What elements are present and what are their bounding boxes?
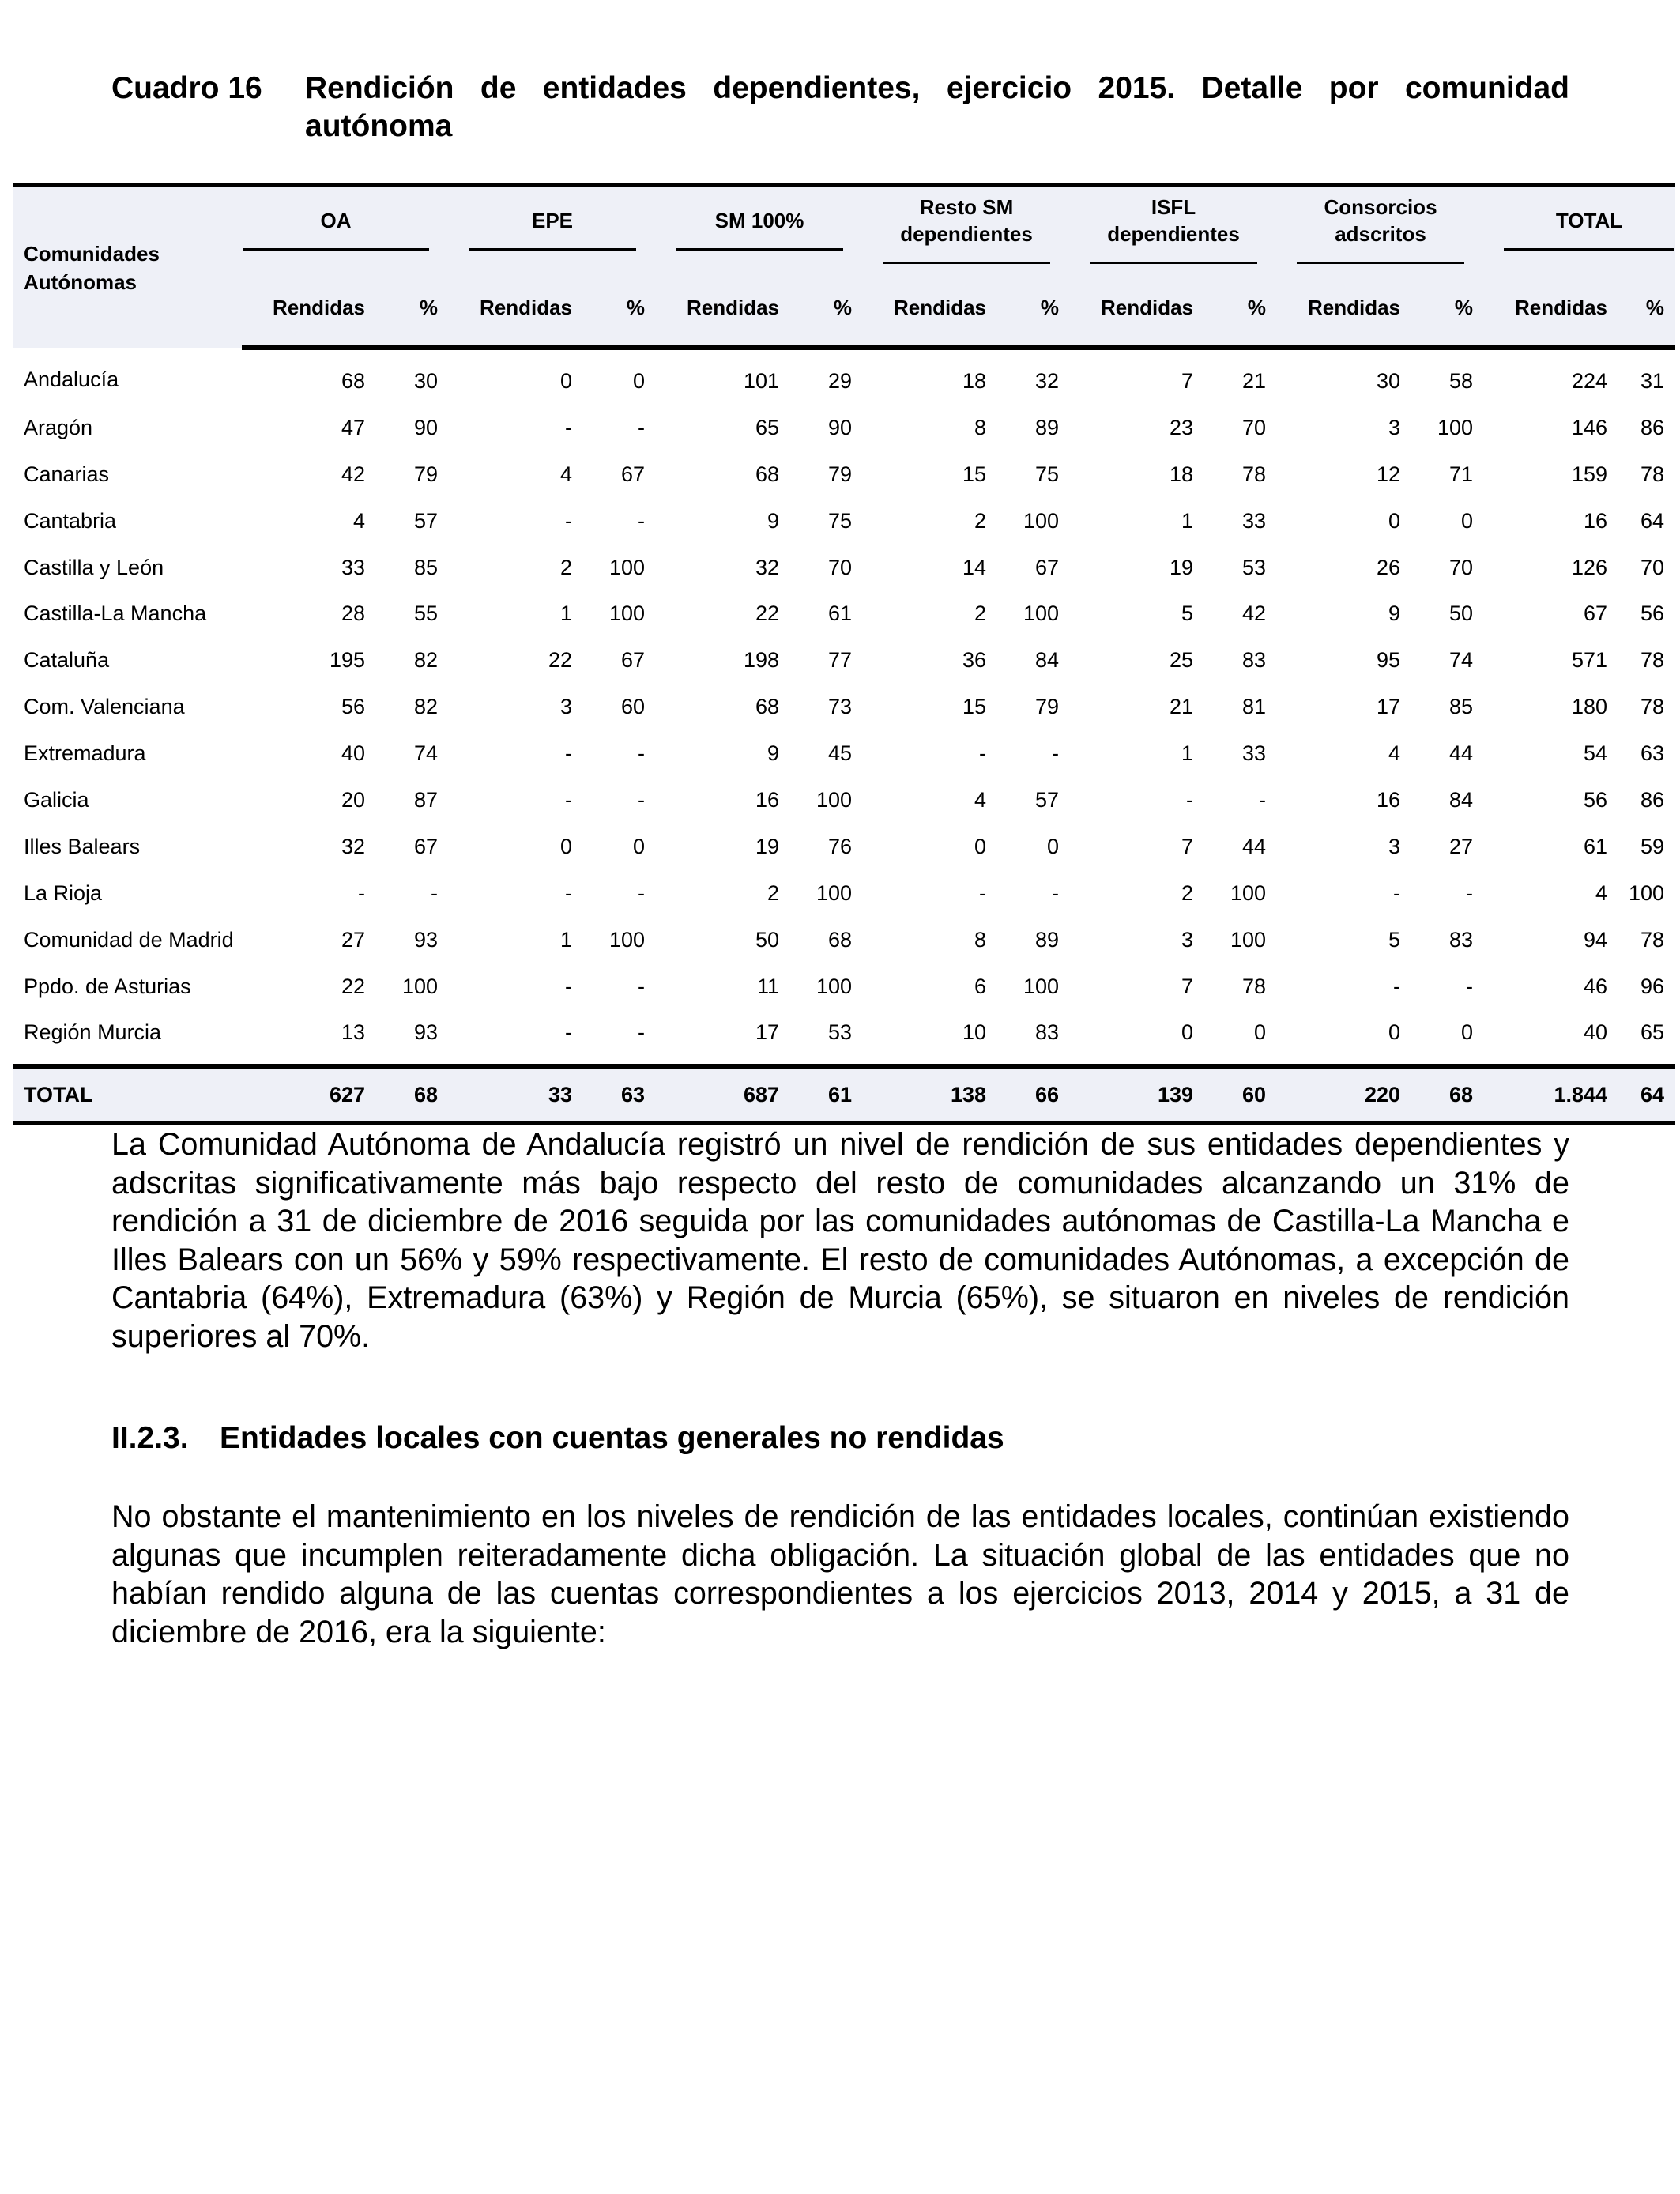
region-cell: Comunidad de Madrid xyxy=(24,927,234,952)
rendidas-cell: 33 xyxy=(341,555,365,579)
pct-cell: 78 xyxy=(1640,695,1665,719)
rendidas-cell: 8 xyxy=(974,415,987,439)
total-rendidas-cell: 220 xyxy=(1277,1066,1411,1123)
subheader-pct: % xyxy=(1618,270,1675,348)
table-row xyxy=(13,405,1675,451)
rendidas-cell: 7 xyxy=(1181,368,1194,393)
subheader-rendidas: Rendidas xyxy=(449,270,583,348)
rendidas-cell: 4 xyxy=(1388,741,1401,766)
rendidas-cell: 56 xyxy=(341,695,365,719)
rendidas-cell: 68 xyxy=(755,695,779,719)
total-pct-cell: 66 xyxy=(997,1066,1070,1123)
table-row xyxy=(13,637,1675,684)
pct-cell: 0 xyxy=(1460,1020,1474,1045)
pct-cell: 79 xyxy=(413,462,438,486)
pct-cell: 89 xyxy=(1034,927,1060,952)
pct-cell: - xyxy=(638,741,645,766)
pct-cell: 100 xyxy=(816,787,853,812)
table-row xyxy=(13,451,1675,498)
caption-number: Cuadro 16 xyxy=(111,71,262,105)
subheader-pct: % xyxy=(997,270,1070,348)
total-row xyxy=(13,1066,1675,1123)
pct-cell: 44 xyxy=(1448,741,1474,766)
pct-cell: 64 xyxy=(1640,508,1665,533)
pct-cell: 81 xyxy=(1241,695,1267,719)
rendidas-cell: 4 xyxy=(1595,880,1608,905)
table-row xyxy=(13,545,1675,591)
table-row xyxy=(13,963,1675,1010)
pct-cell: 32 xyxy=(1034,368,1060,393)
pct-cell: 70 xyxy=(1448,555,1474,579)
pct-cell: 53 xyxy=(1241,555,1267,579)
rendidas-cell: 0 xyxy=(559,368,572,393)
pct-cell: 27 xyxy=(1448,834,1474,858)
pct-cell: 77 xyxy=(827,648,853,673)
pct-cell: 60 xyxy=(620,695,645,719)
rendidas-cell: 9 xyxy=(1388,601,1401,626)
pct-cell: 85 xyxy=(1448,695,1474,719)
rendidas-cell: 32 xyxy=(755,555,779,579)
rendidas-cell: 2 xyxy=(974,508,987,533)
rendidas-cell: 22 xyxy=(755,601,779,626)
rendidas-cell: 25 xyxy=(1169,648,1194,673)
pct-cell: 78 xyxy=(1640,462,1665,486)
region-cell: Región Murcia xyxy=(24,1020,162,1045)
rendidas-cell: 224 xyxy=(1571,368,1608,393)
pct-cell: 65 xyxy=(1640,1020,1665,1045)
rendidas-cell: 4 xyxy=(352,508,365,533)
table-row xyxy=(13,730,1675,777)
total-rendidas-cell: 139 xyxy=(1070,1066,1204,1123)
rendidas-cell: 7 xyxy=(1181,974,1194,998)
table-row xyxy=(13,917,1675,963)
pct-cell: 55 xyxy=(413,601,438,626)
total-rendidas-cell: 138 xyxy=(863,1066,997,1123)
region-cell: Com. Valenciana xyxy=(24,695,185,719)
pct-cell: 63 xyxy=(1640,741,1665,766)
pct-cell: 74 xyxy=(1448,648,1474,673)
total-pct-cell: 68 xyxy=(376,1066,449,1123)
rendidas-cell: 54 xyxy=(1583,741,1608,766)
rendidas-cell: 94 xyxy=(1583,927,1608,952)
pct-cell: 78 xyxy=(1241,462,1267,486)
table-row xyxy=(13,870,1675,917)
rendidas-cell: 16 xyxy=(755,787,779,812)
pct-cell: - xyxy=(1052,880,1060,905)
section-heading xyxy=(111,1421,1004,1456)
total-rendidas-cell: 687 xyxy=(656,1066,790,1123)
rendidas-cell: 5 xyxy=(1388,927,1401,952)
rendidas-cell: 0 xyxy=(974,834,987,858)
region-cell: Cataluña xyxy=(24,648,110,673)
pct-cell: 75 xyxy=(1034,462,1060,486)
subheader-rendidas: Rendidas xyxy=(1277,270,1411,348)
pct-cell: 86 xyxy=(1640,787,1665,812)
pct-cell: 100 xyxy=(608,601,645,626)
region-cell: Ppdo. de Asturias xyxy=(24,974,191,998)
pct-cell: 0 xyxy=(1460,508,1474,533)
pct-cell: 42 xyxy=(1241,601,1267,626)
rendidas-cell: - xyxy=(565,974,572,998)
rendidas-cell: 32 xyxy=(341,834,365,858)
pct-cell: 82 xyxy=(413,695,438,719)
rendidas-cell: 22 xyxy=(341,974,365,998)
pct-cell: 70 xyxy=(1241,415,1267,439)
rendidas-cell: 5 xyxy=(1181,601,1194,626)
rendidas-cell: 198 xyxy=(743,648,779,673)
pct-cell: 70 xyxy=(1640,555,1665,579)
total-pct-cell: 63 xyxy=(583,1066,656,1123)
subheader-rendidas: Rendidas xyxy=(242,270,376,348)
pct-cell: 100 xyxy=(608,555,645,579)
rendidas-cell: - xyxy=(565,508,572,533)
rendidas-cell: - xyxy=(565,880,572,905)
pct-cell: 74 xyxy=(413,741,438,766)
pct-cell: - xyxy=(638,1020,645,1045)
rendidas-cell: 56 xyxy=(1583,787,1608,812)
rendidas-cell: - xyxy=(358,880,365,905)
pct-cell: 44 xyxy=(1241,834,1267,858)
total-pct-cell: 61 xyxy=(790,1066,863,1123)
pct-cell: 0 xyxy=(1253,1020,1267,1045)
rendidas-cell: 1 xyxy=(1181,741,1194,766)
pct-cell: 21 xyxy=(1241,368,1267,393)
pct-cell: - xyxy=(1466,974,1474,998)
group-header: SM 100% xyxy=(656,185,863,270)
subheader-rendidas: Rendidas xyxy=(1484,270,1618,348)
pct-cell: 100 xyxy=(1628,880,1665,905)
rendidas-cell: 26 xyxy=(1376,555,1401,579)
pct-cell: - xyxy=(638,415,645,439)
rendidas-cell: 13 xyxy=(341,1020,365,1045)
rendidas-cell: 19 xyxy=(755,834,779,858)
group-header: Consorcios adscritos xyxy=(1277,185,1484,270)
table-footer-total xyxy=(13,1066,1675,1123)
pct-cell: 57 xyxy=(413,508,438,533)
rendidas-cell: - xyxy=(1393,880,1401,905)
rendidas-cell: 36 xyxy=(962,648,987,673)
rendidas-cell: 159 xyxy=(1571,462,1608,486)
table-row xyxy=(13,684,1675,730)
pct-cell: 93 xyxy=(413,927,438,952)
rendidas-cell: 2 xyxy=(559,555,572,579)
rendidas-cell: 6 xyxy=(974,974,987,998)
pct-cell: 84 xyxy=(1034,648,1060,673)
rendidas-cell: 195 xyxy=(329,648,365,673)
rendidas-cell: 12 xyxy=(1376,462,1401,486)
group-header: TOTAL xyxy=(1484,185,1675,270)
pct-cell: 86 xyxy=(1640,415,1665,439)
subheader-rendidas: Rendidas xyxy=(1070,270,1204,348)
rendidas-cell: 23 xyxy=(1169,415,1194,439)
rendidas-cell: 15 xyxy=(962,462,987,486)
pct-cell: - xyxy=(638,880,645,905)
table-row xyxy=(13,348,1675,405)
rendidas-cell: 21 xyxy=(1169,695,1194,719)
subheader-rendidas: Rendidas xyxy=(863,270,997,348)
total-pct-cell: 64 xyxy=(1618,1066,1675,1123)
pct-cell: 83 xyxy=(1448,927,1474,952)
paragraph-entidades-locales: No obstante el mantenimiento en los niveles de rendición de las entidades locales, continúan existiendo algunas que incumplen reiteradamente dicha obligación. La situación global de las entidades que no habían rendido alguna de las cuentas correspondientes a los ejercicios 2013, 2014 y 2015, a 31 de diciembre de 2016, era la siguiente: xyxy=(111,1499,1569,1649)
table-body xyxy=(13,348,1675,1066)
pct-cell: 100 xyxy=(1023,974,1060,998)
region-cell: Aragón xyxy=(24,415,93,439)
pct-cell: 76 xyxy=(827,834,853,858)
rendidas-cell: 40 xyxy=(1583,1020,1608,1045)
rendidas-cell: 50 xyxy=(755,927,779,952)
rendidas-cell: 68 xyxy=(755,462,779,486)
table-row xyxy=(13,824,1675,870)
pct-cell: 100 xyxy=(608,927,645,952)
rendidas-cell: - xyxy=(565,415,572,439)
pct-cell: 100 xyxy=(816,880,853,905)
pct-cell: 100 xyxy=(1230,880,1267,905)
pct-cell: 61 xyxy=(827,601,853,626)
region-cell: Cantabria xyxy=(24,508,117,533)
pct-cell: 90 xyxy=(827,415,853,439)
table-row xyxy=(13,590,1675,637)
group-header: OA xyxy=(242,185,449,270)
paragraph-andalucia: La Comunidad Autónoma de Andalucía registró un nivel de rendición de sus entidades dependientes y adscritas significativamente más bajo respecto del resto de comunidades alcanzando un 31% de rendición a 31 de diciembre de 2016 seguida por las comunidades autónomas de Castilla-La Mancha e Illes Balears con un 56% y 59% respectivamente. El resto de comunidades Autónomas, a excepción de Cantabria (64%), Extremadura (63%) y Región de Murcia (65%), se situaron en niveles de rendición superiores al 70%. xyxy=(111,1127,1569,1354)
subheader-pct: % xyxy=(790,270,863,348)
pct-cell: 29 xyxy=(827,368,853,393)
pct-cell: 90 xyxy=(413,415,438,439)
total-rendidas-cell: 33 xyxy=(449,1066,583,1123)
rendidas-cell: 4 xyxy=(974,787,987,812)
pct-cell: 68 xyxy=(827,927,853,952)
table-row xyxy=(13,777,1675,824)
pct-cell: 78 xyxy=(1640,648,1665,673)
pct-cell: 67 xyxy=(620,462,645,486)
rendidas-cell: 0 xyxy=(1181,1020,1194,1045)
rendidas-cell: - xyxy=(565,741,572,766)
rendidas-cell: 11 xyxy=(756,974,779,998)
pct-cell: 89 xyxy=(1034,415,1060,439)
rendidas-cell: 146 xyxy=(1571,415,1608,439)
pct-cell: 79 xyxy=(827,462,853,486)
pct-cell: 78 xyxy=(1241,974,1267,998)
pct-cell: 58 xyxy=(1448,368,1474,393)
region-cell: Canarias xyxy=(24,462,110,486)
rendidas-cell: 0 xyxy=(559,834,572,858)
region-cell: Castilla y León xyxy=(24,555,164,579)
rendidas-cell: 27 xyxy=(341,927,365,952)
pct-cell: 59 xyxy=(1640,834,1665,858)
pct-cell: 79 xyxy=(1034,695,1060,719)
pct-cell: 0 xyxy=(1046,834,1060,858)
pct-cell: 30 xyxy=(413,368,438,393)
rendidas-cell: 10 xyxy=(962,1020,987,1045)
pct-cell: 45 xyxy=(827,741,853,766)
pct-cell: 100 xyxy=(816,974,853,998)
rendidas-cell: 19 xyxy=(1169,555,1194,579)
region-cell: Extremadura xyxy=(24,741,146,766)
rendidas-cell: - xyxy=(979,741,987,766)
rendidas-cell: 8 xyxy=(974,927,987,952)
region-cell: Galicia xyxy=(24,787,89,812)
rendidas-cell: 16 xyxy=(1376,787,1401,812)
pct-cell: 73 xyxy=(827,695,853,719)
pct-cell: - xyxy=(638,508,645,533)
pct-cell: 87 xyxy=(413,787,438,812)
pct-cell: 71 xyxy=(1448,462,1474,486)
subheader-pct: % xyxy=(583,270,656,348)
total-pct-cell: 68 xyxy=(1411,1066,1484,1123)
group-header: EPE xyxy=(449,185,656,270)
rendidas-cell: - xyxy=(565,787,572,812)
region-cell: Illes Balears xyxy=(24,834,141,858)
rendidas-cell: - xyxy=(1186,787,1194,812)
pct-cell: 82 xyxy=(413,648,438,673)
pct-cell: - xyxy=(1259,787,1267,812)
pct-cell: 100 xyxy=(1230,927,1267,952)
pct-cell: 67 xyxy=(1034,555,1060,579)
rendidas-cell: 180 xyxy=(1571,695,1608,719)
region-cell: Castilla-La Mancha xyxy=(24,601,207,626)
section-code: II.2.3. xyxy=(111,1421,189,1455)
rendidas-cell: 20 xyxy=(341,787,365,812)
rendidas-cell: 7 xyxy=(1181,834,1194,858)
rendidas-cell: 22 xyxy=(548,648,572,673)
rendidas-cell: 126 xyxy=(1571,555,1608,579)
rendidas-cell: 65 xyxy=(755,415,779,439)
pct-cell: 100 xyxy=(401,974,438,998)
pct-cell: 31 xyxy=(1640,368,1665,393)
total-rendidas-cell: 1.844 xyxy=(1484,1066,1618,1123)
rendidas-cell: 46 xyxy=(1583,974,1608,998)
rendidas-cell: 1 xyxy=(1181,508,1194,533)
rendidas-cell: 67 xyxy=(1583,601,1608,626)
rendidas-cell: 18 xyxy=(962,368,987,393)
rendidas-cell: 2 xyxy=(974,601,987,626)
rendidas-cell: 14 xyxy=(962,555,987,579)
rendidas-cell: 4 xyxy=(559,462,572,486)
pct-cell: 100 xyxy=(1023,508,1060,533)
rendidas-cell: 2 xyxy=(767,880,779,905)
rendidas-cell: 47 xyxy=(341,415,365,439)
section-title: Entidades locales con cuentas generales no rendidas xyxy=(220,1421,1004,1455)
pct-cell: 70 xyxy=(827,555,853,579)
table-header xyxy=(13,185,1675,348)
pct-cell: - xyxy=(1466,880,1474,905)
pct-cell: 96 xyxy=(1640,974,1665,998)
rendition-table xyxy=(13,183,1675,1125)
rendidas-cell: 61 xyxy=(1583,834,1608,858)
rendidas-cell: 16 xyxy=(1583,508,1608,533)
rendidas-cell: 9 xyxy=(767,508,779,533)
rendidas-cell: 0 xyxy=(1388,508,1401,533)
pct-cell: 53 xyxy=(827,1020,853,1045)
rendidas-cell: 571 xyxy=(1571,648,1608,673)
rendidas-cell: - xyxy=(565,1020,572,1045)
pct-cell: 50 xyxy=(1448,601,1474,626)
region-header: Comunidades Autónomas xyxy=(13,185,242,348)
rendidas-cell: 2 xyxy=(1181,880,1194,905)
caption-title: Rendición de entidades dependientes, ejercicio 2015. Detalle por comunidad autónoma xyxy=(305,71,1569,143)
total-pct-cell: 60 xyxy=(1204,1066,1277,1123)
rendidas-cell: 3 xyxy=(1181,927,1194,952)
rendidas-cell: 40 xyxy=(341,741,365,766)
pct-cell: 100 xyxy=(1437,415,1474,439)
rendidas-cell: - xyxy=(1393,974,1401,998)
pct-cell: - xyxy=(638,974,645,998)
pct-cell: 83 xyxy=(1241,648,1267,673)
total-label: TOTAL xyxy=(13,1066,242,1123)
pct-cell: 83 xyxy=(1034,1020,1060,1045)
rendidas-cell: 17 xyxy=(755,1020,779,1045)
pct-cell: 67 xyxy=(413,834,438,858)
group-header: ISFL dependientes xyxy=(1070,185,1277,270)
pct-cell: 0 xyxy=(632,834,645,858)
pct-cell: 78 xyxy=(1640,927,1665,952)
table-row xyxy=(13,498,1675,545)
subheader-pct: % xyxy=(1411,270,1484,348)
rendidas-cell: - xyxy=(979,880,987,905)
pct-cell: 100 xyxy=(1023,601,1060,626)
pct-cell: 93 xyxy=(413,1020,438,1045)
subheader-pct: % xyxy=(376,270,449,348)
rendidas-cell: 3 xyxy=(1388,834,1401,858)
rendidas-cell: 1 xyxy=(559,601,572,626)
pct-cell: 56 xyxy=(1640,601,1665,626)
rendidas-cell: 17 xyxy=(1376,695,1401,719)
pct-cell: 84 xyxy=(1448,787,1474,812)
pct-cell: 75 xyxy=(827,508,853,533)
pct-cell: 33 xyxy=(1241,741,1267,766)
pct-cell: 57 xyxy=(1034,787,1060,812)
rendidas-cell: 95 xyxy=(1376,648,1401,673)
rendidas-cell: 42 xyxy=(341,462,365,486)
region-cell: Andalucía xyxy=(24,368,119,392)
rendidas-cell: 30 xyxy=(1376,368,1401,393)
rendidas-cell: 101 xyxy=(743,368,779,393)
pct-cell: - xyxy=(431,880,438,905)
rendidas-cell: 15 xyxy=(962,695,987,719)
subheader-pct: % xyxy=(1204,270,1277,348)
total-rendidas-cell: 627 xyxy=(242,1066,376,1123)
rendidas-cell: 68 xyxy=(341,368,365,393)
pct-cell: 67 xyxy=(620,648,645,673)
group-header: Resto SM dependientes xyxy=(863,185,1070,270)
subheader-rendidas: Rendidas xyxy=(656,270,790,348)
rendidas-cell: 28 xyxy=(341,601,365,626)
rendidas-cell: 18 xyxy=(1169,462,1194,486)
table-row xyxy=(13,1009,1675,1066)
pct-cell: 85 xyxy=(413,555,438,579)
rendidas-cell: 9 xyxy=(767,741,779,766)
rendidas-cell: 0 xyxy=(1388,1020,1401,1045)
rendidas-cell: 3 xyxy=(559,695,572,719)
pct-cell: 33 xyxy=(1241,508,1267,533)
pct-cell: - xyxy=(1052,741,1060,766)
region-cell: La Rioja xyxy=(24,880,103,905)
rendidas-cell: 1 xyxy=(559,927,572,952)
pct-cell: - xyxy=(638,787,645,812)
rendidas-cell: 3 xyxy=(1388,415,1401,439)
pct-cell: 0 xyxy=(632,368,645,393)
